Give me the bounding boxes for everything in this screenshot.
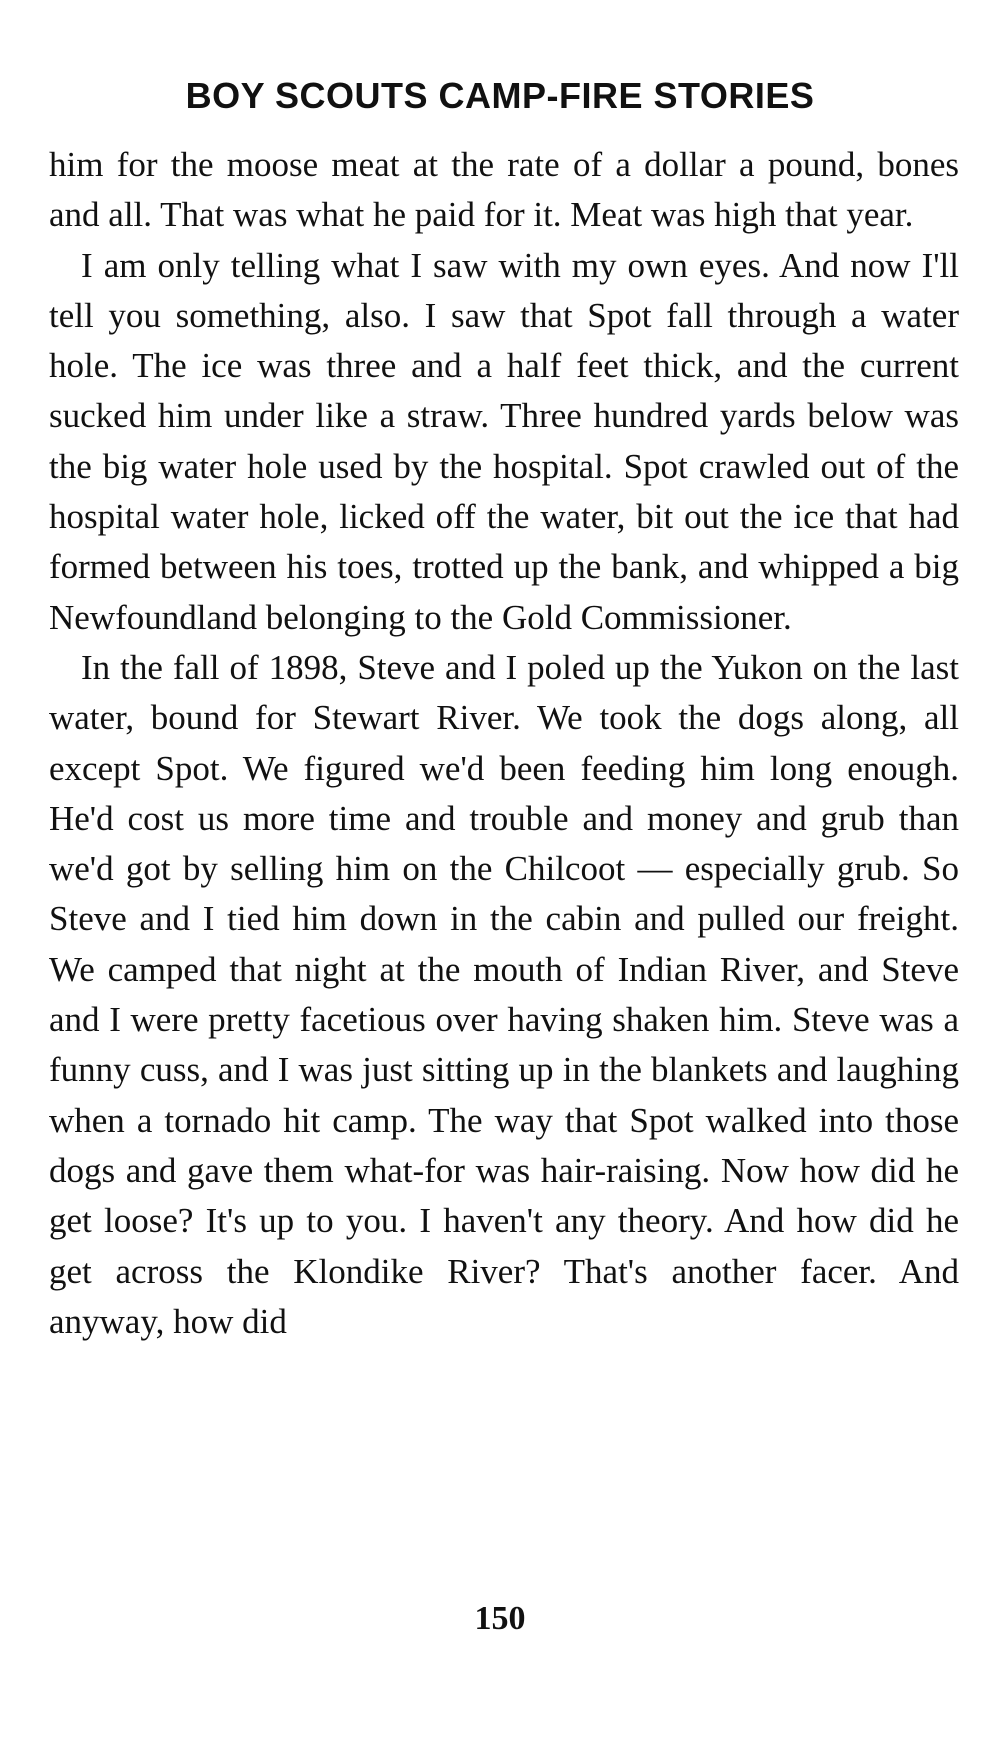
paragraph-water-hole: I am only telling what I saw with my own eyes. And now I'll tell you something, also. I saw that Spot fall through a water hole. The ice was three and a half feet thick, and the current sucked him under like a straw. Three hundred yards below was the big water hole used by the hospital. Spot crawled out of the hospital water hole, licked off the water, bit out the ice that had formed between his toes, trotted up the bank, and whipped a big Newfoundland belonging to the Gold Commissioner. [49, 245, 959, 637]
running-head-title: BOY SCOUTS CAMP-FIRE STORIES [185, 75, 815, 116]
page-number: 150 [474, 1600, 526, 1637]
body-text [49, 140, 959, 1347]
paragraph-continued: him for the moose meat at the rate of a dollar a pound, bones and all. That was what he paid for it. Meat was high that year. [49, 145, 959, 235]
paragraph-fall-1898: In the fall of 1898, Steve and I poled up the Yukon on the last water, bound for Stewart River. We took the dogs along, all except Spot. We figured we'd been feeding him long enough. He'd cost us more time and trouble and money and grub than we'd got by selling him on the Chilcoot — especially grub. So Steve and I tied him down in the cabin and pulled our freight. We camped that night at the mouth of Indian River, and Steve and I were pretty facetious over having shaken him. Steve was a funny cuss, and I was just sitting up in the blankets and laughing when a tornado hit camp. The way that Spot walked into those dogs and gave them what-for was hair-raising. Now how did he get loose? It's up to you. I haven't any theory. And how did he get across the Klondike River? That's another facer. And anyway, how did [49, 647, 959, 1341]
